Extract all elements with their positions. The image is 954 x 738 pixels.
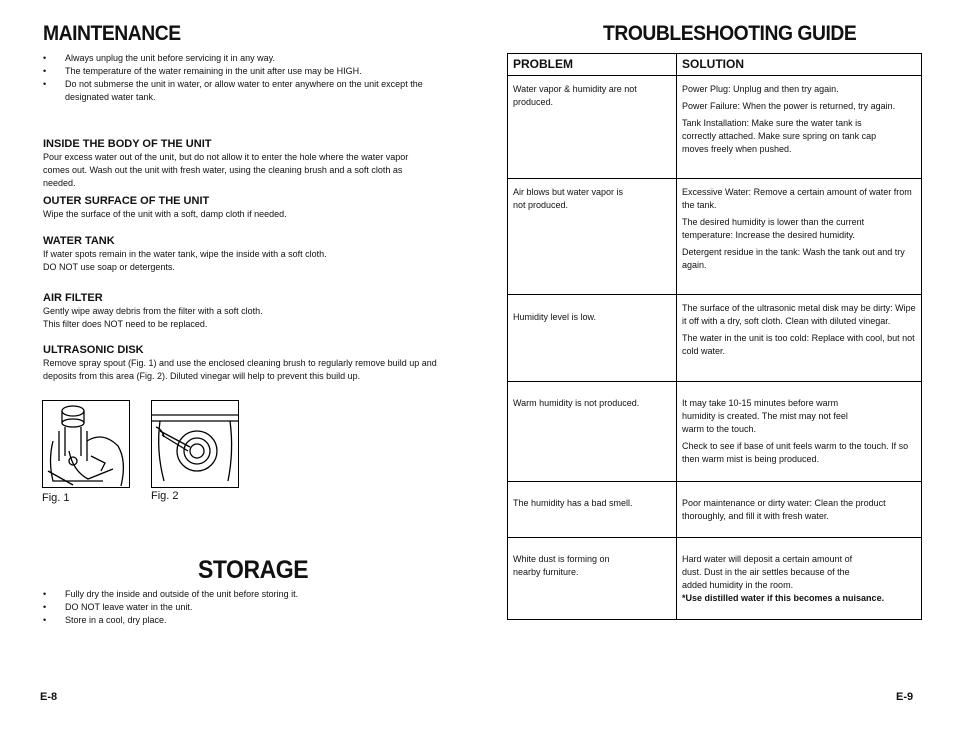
problem-cell [508,76,677,179]
solution-text: It may take 10-15 minutes before warm humidity is created. The mist may not feel warm to the touch. [682,398,848,434]
solution-text: Detergent residue in the tank: Wash the tank out and try again. [682,247,905,270]
list-item: • Store in a cool, dry place. [43,614,423,627]
problem-cell [508,482,677,538]
table-row [508,179,922,295]
solution-text: The water in the unit is too cold: Replace with cool, but not cold water. [682,333,915,356]
list-item: • DO NOT leave water in the unit. [43,601,423,614]
table-row [508,76,922,179]
table-row [508,538,922,620]
solution-text: Power Failure: When the power is returned, try again. [682,101,896,111]
section-body: Remove spray spout (Fig. 1) and use the enclosed cleaning brush to regularly remove build up and deposits from this area (Fig. 2). Diluted vinegar will help to prevent this build up. [43,358,437,381]
solution-text: Hard water will deposit a certain amount of dust. Dust in the air settles because of the added humidity in the room. [682,554,853,590]
section-outer-surface [43,195,453,221]
section-inside-body [43,138,453,190]
solution-text: Poor maintenance or dirty water: Clean the product thoroughly, and fill it with fresh water. [682,498,886,521]
table-header-row [508,54,922,76]
cleaning-brush-drawing [152,401,238,487]
section-body: Gently wipe away debris from the filter with a soft cloth. [43,306,263,316]
section-title: WATER TANK [43,235,115,247]
list-item: • Fully dry the inside and outside of the unit before storing it. [43,588,423,601]
solution-text: Check to see if base of unit feels warm to the touch. If so then warm mist is being produced. [682,441,909,464]
figure-2-caption: Fig. 2 [151,490,179,502]
section-title: OUTER SURFACE OF THE UNIT [43,195,210,207]
figure-1-illustration [42,400,130,488]
section-title: AIR FILTER [43,292,103,304]
problem-text: Water vapor & humidity are not produced. [513,84,637,107]
section-body-note: This filter does NOT need to be replaced. [43,319,208,329]
section-air-filter [43,292,453,331]
column-header-problem: PROBLEM [508,54,677,76]
problem-cell [508,382,677,482]
spray-spout-drawing [43,401,129,487]
figure-2-illustration [151,400,239,488]
list-item: • The temperature of the water remaining in the unit after use may be HIGH. [43,65,428,78]
problem-cell [508,538,677,620]
solution-text: Power Plug: Unplug and then try again. [682,84,839,94]
troubleshooting-title: TROUBLESHOOTING GUIDE [603,22,857,45]
solution-text: The desired humidity is lower than the current temperature: Increase the desired humidity. [682,217,865,240]
problem-text: The humidity has a bad smell. [513,498,633,508]
section-body: Wipe the surface of the unit with a soft, damp cloth if needed. [43,209,287,219]
solution-note: *Use distilled water if this becomes a nuisance. [682,593,885,603]
solution-cell [677,179,922,295]
table-row [508,482,922,538]
problem-text: Air blows but water vapor is not produced. [513,187,624,210]
storage-title: STORAGE [198,556,309,584]
problem-cell [508,295,677,382]
solution-cell [677,382,922,482]
storage-bullet-list [43,588,423,627]
list-item: • Always unplug the unit before servicing it in any way. [43,52,428,65]
section-ultrasonic-disk [43,344,453,383]
problem-text: White dust is forming on nearby furniture. [513,554,610,577]
solution-cell [677,482,922,538]
table-row [508,382,922,482]
maintenance-bullet-list [43,52,428,104]
solution-cell [677,76,922,179]
section-title: INSIDE THE BODY OF THE UNIT [43,138,212,150]
problem-text: Humidity level is low. [513,312,597,322]
solution-text: Tank Installation: Make sure the water tank is correctly attached. Make sure spring on tank cap moves freely when pushed. [682,118,877,154]
solution-cell [677,538,922,620]
column-header-solution: SOLUTION [677,54,922,76]
solution-text: Excessive Water: Remove a certain amount of water from the tank. [682,187,912,210]
solution-text: The surface of the ultrasonic metal disk may be dirty: Wipe it off with a dry, soft cloth. Clean with diluted vinegar. [682,303,916,326]
troubleshooting-table [507,53,922,620]
page-number-left: E-8 [40,691,58,703]
problem-cell [508,179,677,295]
section-water-tank [43,235,453,274]
problem-text: Warm humidity is not produced. [513,398,640,408]
page-number-right: E-9 [896,691,914,703]
figure-1-caption: Fig. 1 [42,492,70,504]
solution-cell [677,295,922,382]
table-row [508,295,922,382]
section-body: If water spots remain in the water tank, wipe the inside with a soft cloth. [43,249,327,259]
list-item: • Do not submerse the unit in water, or allow water to enter anywhere on the unit except the designated water tank. [43,78,428,104]
section-body: Pour excess water out of the unit, but do not allow it to enter the hole where the water vapor comes out. Wash out the unit with fresh water, using the cleaning brush and a soft cloth as needed. [43,152,409,188]
section-body-note: DO NOT use soap or detergents. [43,262,175,272]
section-title: ULTRASONIC DISK [43,344,144,356]
maintenance-title: MAINTENANCE [43,22,181,45]
